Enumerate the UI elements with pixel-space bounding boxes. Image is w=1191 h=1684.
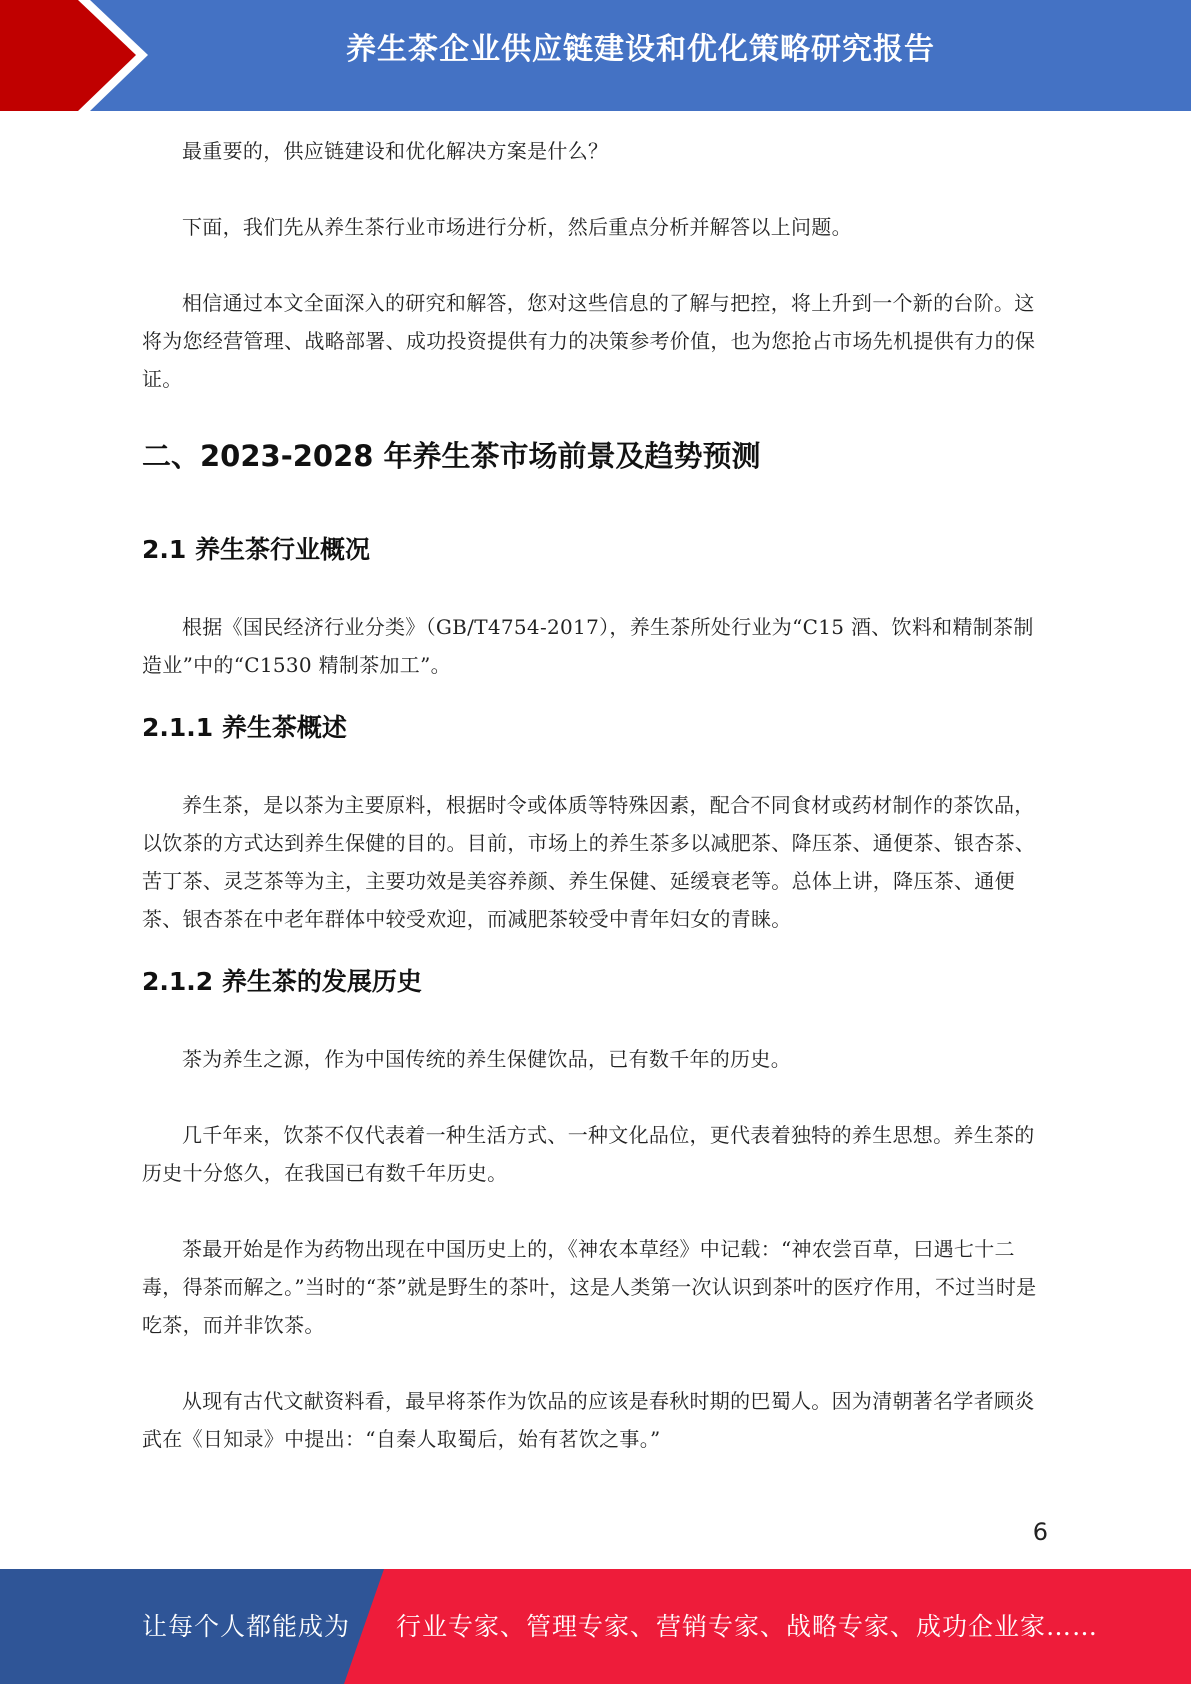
page-number: 6 xyxy=(1032,1518,1048,1546)
paragraph: 相信通过本文全面深入的研究和解答，您对这些信息的了解与把控，将上升到一个新的台阶。这将为您经营管理、战略部署、成功投资提供有力的决策参考价值，也为您抢占市场先机提供有力的保证。 xyxy=(142,291,1036,391)
paragraph: 下面，我们先从养生茶行业市场进行分析，然后重点分析并解答以上问题。 xyxy=(182,215,852,239)
footer-slogan-right: 行业专家、管理专家、营销专家、战略专家、成功企业家…… xyxy=(396,1612,1099,1641)
document-body xyxy=(142,132,1048,1496)
paragraph: 茶为养生之源，作为中国传统的养生保健饮品，已有数千年的历史。 xyxy=(182,1047,791,1071)
subsubsection-heading: 2.1.1 养生茶概述 xyxy=(142,713,347,742)
paragraph: 从现有古代文献资料看，最早将茶作为饮品的应该是春秋时期的巴蜀人。因为清朝著名学者顾炎武在《日知录》中提出：“自秦人取蜀后，始有茗饮之事。” xyxy=(142,1389,1035,1451)
paragraph: 根据《国民经济行业分类》（GB/T4754-2017），养生茶所处行业为“C15 酒、饮料和精制茶制造业”中的“C1530 精制茶加工”。 xyxy=(142,615,1034,677)
header-chevron-icon xyxy=(0,0,160,111)
paragraph: 养生茶，是以茶为主要原料，根据时令或体质等特殊因素，配合不同食材或药材制作的茶饮品，以饮茶的方式达到养生保健的目的。目前，市场上的养生茶多以减肥茶、降压茶、通便茶、银杏茶、苦丁茶、灵芝茶等为主，主要功效是美容养颜、养生保健、延缓衰老等。总体上讲，降压茶、通便茶、银杏茶在中老年群体中较受欢迎，而减肥茶较受中青年妇女的青睐。 xyxy=(142,793,1036,931)
page-header xyxy=(0,0,1191,111)
subsection-heading: 2.1 养生茶行业概况 xyxy=(142,535,370,564)
paragraph: 最重要的，供应链建设和优化解决方案是什么？ xyxy=(182,139,609,163)
footer-slogan-left: 让每个人都能成为 xyxy=(142,1612,351,1641)
section-heading: 二、2023-2028 年养生茶市场前景及趋势预测 xyxy=(142,439,761,473)
paragraph: 茶最开始是作为药物出现在中国历史上的，《神农本草经》中记载：“神农尝百草，曰遇七十二毒，得茶而解之。”当时的“茶”就是野生的茶叶，这是人类第一次认识到茶叶的医疗作用，不过当时是吃茶，而并非饮茶。 xyxy=(142,1237,1037,1337)
page-footer xyxy=(0,1569,1191,1684)
subsubsection-heading: 2.1.2 养生茶的发展历史 xyxy=(142,967,422,996)
paragraph: 几千年来，饮茶不仅代表着一种生活方式、一种文化品位，更代表着独特的养生思想。养生茶的历史十分悠久，在我国已有数千年历史。 xyxy=(142,1123,1035,1185)
header-title: 养生茶企业供应链建设和优化策略研究报告 xyxy=(346,32,935,67)
